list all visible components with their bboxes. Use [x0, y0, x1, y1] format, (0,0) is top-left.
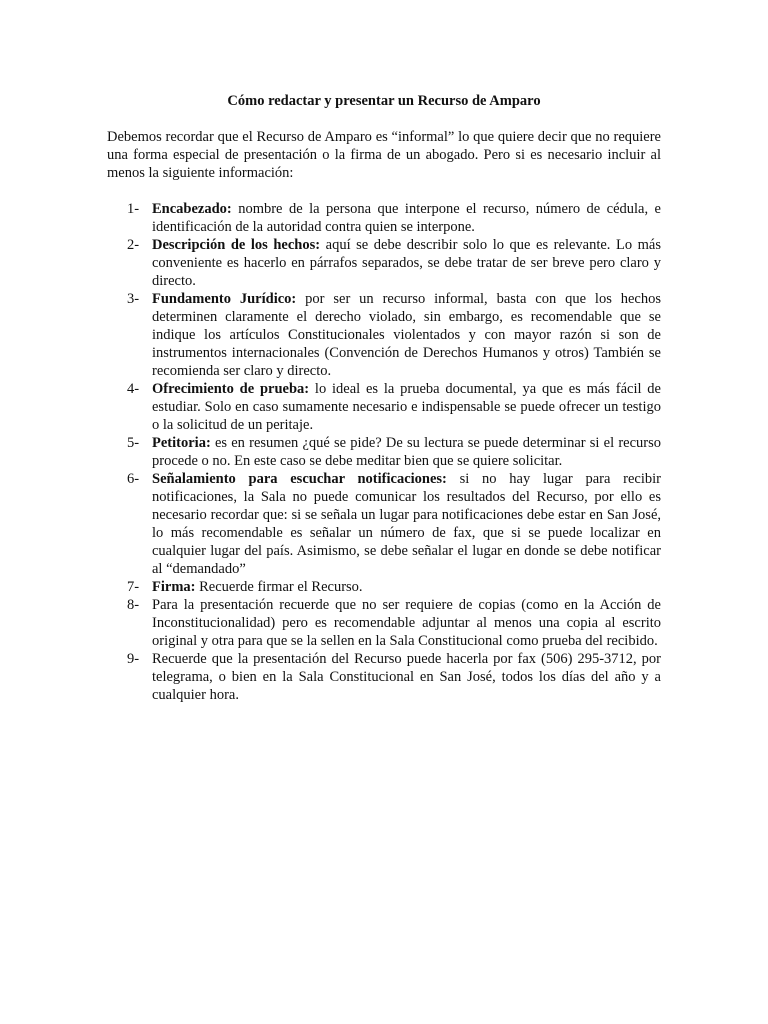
list-item-heading: Fundamento Jurídico: [152, 291, 297, 307]
list-item-number: 6- [127, 471, 140, 487]
list-item-text: lo ideal es la prueba documental, ya que es más fácil de estudiar. Solo en caso sumamente necesario e indispensable se puede ofrecer un testigo o la solicitud de un peritaje. [152, 381, 661, 433]
list-item-text: es en resumen ¿qué se pide? De su lectura se puede determinar si el recurso procede o no. En este caso se debe meditar bien que se quiere solicitar. [152, 435, 661, 469]
list-item-text: aquí se debe describir solo lo que es relevante. Lo más conveniente es hacerlo en párrafos separados, se debe tratar de ser breve pero claro y directo. [152, 237, 661, 289]
list-item-number: 5- [127, 435, 140, 451]
list-item-heading: Ofrecimiento de prueba: [152, 381, 310, 397]
intro-paragraph: Debemos recordar que el Recurso de Amparo es “informal” lo que quiere decir que no requiere una forma especial de presentación o la firma de un abogado. Pero si es necesario incluir al menos la siguiente información: [107, 129, 661, 181]
list-item-number: 1- [127, 201, 140, 217]
list-item [107, 578, 661, 596]
list-item-text: nombre de la persona que interpone el recurso, número de cédula, e identificación de la autoridad contra quien se interpone. [152, 201, 661, 235]
list-item [107, 236, 661, 290]
list-item-text: Recuerde que la presentación del Recurso puede hacerla por fax (506) 295-3712, por telegrama, o bien en la Sala Constitucional en San José, todos los días del año y a cualquier hora. [152, 651, 661, 703]
list-item [107, 290, 661, 380]
list-item-text: si no hay lugar para recibir notificaciones, la Sala no puede comunicar los resultados del Recurso, por ello es necesario recordar que: si se señala un lugar para notificaciones debe estar en San José, lo más recomendable es señalar un número de fax, que si se puede localizar en cualquier lugar del país. Asimismo, se debe señalar el lugar en donde se debe notificar al “demandado” [152, 471, 661, 577]
list-item [107, 596, 661, 650]
list-item [107, 470, 661, 578]
list-item-heading: Encabezado: [152, 201, 232, 217]
list-item-number: 9- [127, 651, 140, 667]
list-item-heading: Descripción de los hechos: [152, 237, 321, 253]
list-item-text: Recuerde firmar el Recurso. [195, 579, 363, 595]
list-item-number: 4- [127, 381, 140, 397]
list-item-number: 3- [127, 291, 140, 307]
list-item-number: 7- [127, 579, 140, 595]
list-item [107, 380, 661, 434]
list-item-number: 8- [127, 597, 140, 613]
list-item-text: Para la presentación recuerde que no ser requiere de copias (como en la Acción de Inconstitucionalidad) pero es recomendable adjuntar al menos una copia al escrito original y otra para que se la sellen en la Sala Constitucional como prueba del recibido. [152, 597, 661, 649]
list-item [107, 200, 661, 236]
requirements-list [107, 200, 661, 704]
list-item-number: 2- [127, 237, 140, 253]
list-item-heading: Señalamiento para escuchar notificaciones: [152, 471, 447, 487]
list-item [107, 650, 661, 704]
list-item-heading: Firma: [152, 579, 196, 595]
list-item [107, 434, 661, 470]
document-title: Cómo redactar y presentar un Recurso de Amparo [227, 93, 541, 109]
list-item-heading: Petitoria: [152, 435, 211, 451]
list-item-text: por ser un recurso informal, basta con que los hechos determinen claramente el derecho violado, sin embargo, es recomendable que se indique los artículos Constitucionales violentados y con mayor razón si son de instrumentos internacionales (Convención de Derechos Humanos y otros) También se recomienda ser claro y directo. [152, 291, 662, 379]
